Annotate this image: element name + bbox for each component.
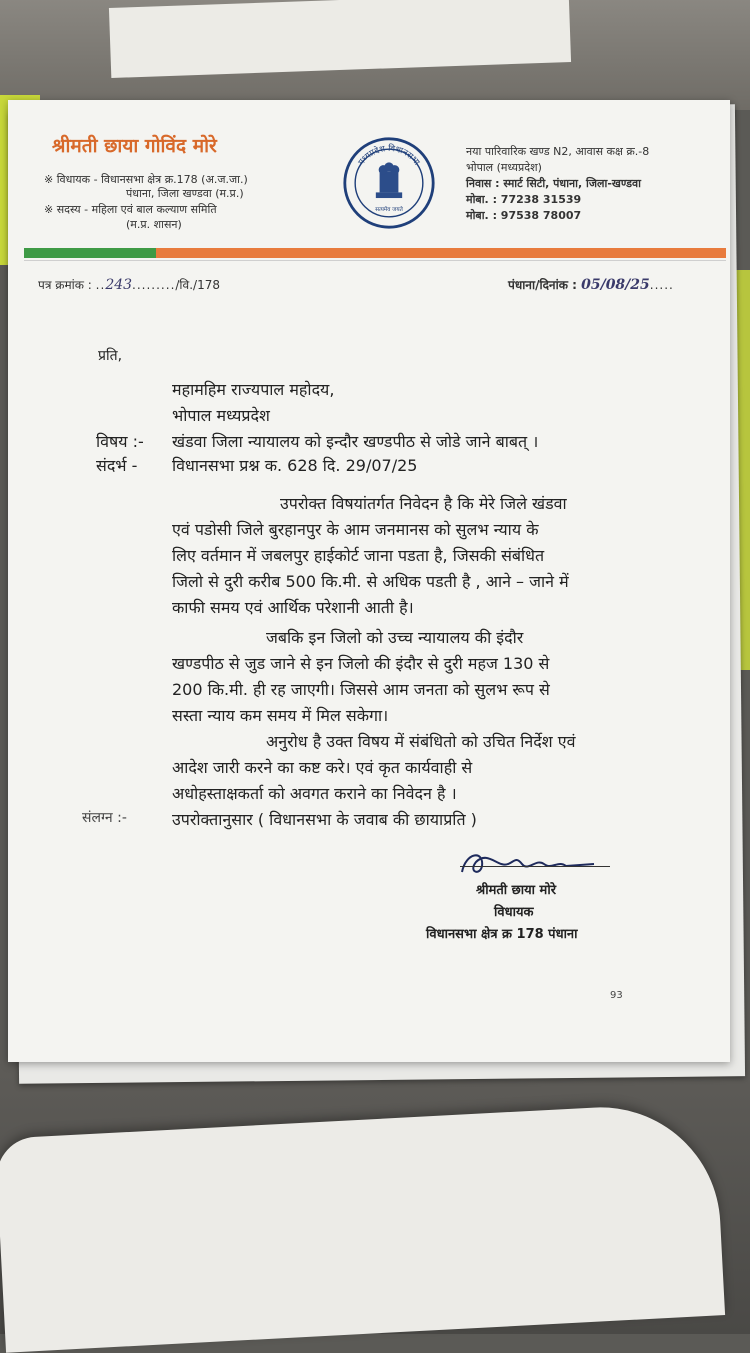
- signatory-constituency: विधानसभा क्षेत्र क्र 178 पंधाना: [426, 927, 578, 942]
- reference-number: पत्र क्रमांक : ..243........./वि./178: [38, 277, 220, 293]
- reference-label: पत्र क्रमांक :: [38, 278, 92, 292]
- signatory-title: विधायक: [494, 905, 534, 920]
- subject-text: खंडवा जिला न्यायालय को इन्दौर खण्डपीठ से जोडे जाने बाबत् ।: [172, 432, 539, 451]
- letterhead-right-line-5: मोबा. : 97538 78007: [466, 209, 582, 222]
- addressee-line-1: महामहिम राज्यपाल महोदय,: [172, 380, 335, 399]
- signature-scribble-icon: [454, 842, 604, 882]
- signatory-name: श्रीमती छाया मोरे: [476, 883, 557, 898]
- reference-label-body: संदर्भ -: [96, 456, 138, 475]
- para1-line-4: जिलो से दुरी करीब 500 कि.मी. से अधिक पडती है , आने – जाने में: [172, 572, 569, 591]
- letterhead-band-green: [24, 248, 156, 258]
- letterhead-right-line-2: भोपाल (मध्यप्रदेश): [466, 161, 542, 174]
- emblem-motto: सत्यमेव जयते: [375, 207, 403, 214]
- assembly-emblem-icon: [342, 136, 436, 230]
- para3-line-2: आदेश जारी करने का कष्ट करे। एवं कृत कार्यवाही से: [172, 758, 473, 777]
- subject-label: विषय :-: [96, 432, 144, 451]
- enclosure-label: संलग्न :-: [82, 810, 127, 826]
- addressee-line-2: भोपाल मध्यप्रदेश: [172, 406, 270, 425]
- emblem-top-text: मध्यप्रदेश विधानसभा: [355, 142, 423, 167]
- page-number: 93: [610, 990, 623, 1001]
- para3-line-1: अनुरोध है उक्त विषय में संबंधितो को उचित निर्देश एवं: [266, 732, 576, 751]
- para1-line-3: लिए वर्तमान में जबलपुर हाईकोर्ट जाना पडता है, जिसकी संबंधित: [172, 546, 545, 565]
- signature-underline: [460, 866, 610, 867]
- date-label: पंधाना/दिनांक :: [508, 278, 577, 292]
- para1-line-1: उपरोक्त विषयांतर्गत निवेदन है कि मेरे जिले खंडवा: [280, 494, 567, 513]
- letterhead-right-line-4: मोबा. : 77238 31539: [466, 193, 582, 206]
- para2-line-3: 200 कि.मी. ही रह जाएगी। जिससे आम जनता को सुलभ रूप से: [172, 680, 550, 699]
- reference-suffix: /वि./178: [175, 278, 220, 292]
- reference-date: पंधाना/दिनांक : 05/08/25.....: [508, 277, 674, 293]
- letterhead-name: श्रीमती छाया गोविंद मोरे: [52, 135, 217, 157]
- letterhead-left-line-2: पंधाना, जिला खण्डवा (म.प्र.): [126, 187, 244, 200]
- reference-text: विधानसभा प्रश्न क. 628 दि. 29/07/25: [172, 456, 418, 475]
- salutation: प्रति,: [98, 348, 123, 364]
- letterhead-right-line-3: निवास : स्मार्ट सिटी, पंधाना, जिला-खण्डवा: [466, 177, 641, 190]
- para1-line-2: एवं पडोसी जिले बुरहानपुर के आम जनमानस को सुलभ न्याय के: [172, 520, 539, 539]
- letterhead-left-line-1: ※ विधायक - विधानसभा क्षेत्र क्र.178 (अ.ज.जा.): [44, 173, 248, 186]
- para2-line-2: खण्डपीठ से जुड जाने से इन जिलो की इंदौर से दुरी महज 130 से: [172, 654, 550, 673]
- letterhead-right-line-1: नया पारिवारिक खण्ड N2, आवास कक्ष क्र.-8: [466, 145, 650, 158]
- reference-number-handwritten: 243: [105, 277, 133, 293]
- letterhead-divider: [24, 260, 726, 261]
- para2-line-1: जबकि इन जिलो को उच्च न्यायालय की इंदौर: [266, 628, 524, 647]
- background-cloth: [0, 1101, 725, 1352]
- para3-line-3: अधोहस्ताक्षकर्ता को अवगत कराने का निवेदन है ।: [172, 784, 457, 803]
- letterhead-left-line-4: (म.प्र. शासन): [126, 218, 182, 231]
- para2-line-4: सस्ता न्याय कम समय में मिल सकेगा।: [172, 706, 389, 725]
- enclosure-text: उपरोक्तानुसार ( विधानसभा के जवाब की छायाप्रति ): [172, 810, 477, 829]
- date-handwritten: 05/08/25: [581, 277, 650, 293]
- letterhead-left-line-3: ※ सदस्य - महिला एवं बाल कल्याण समिति: [44, 203, 217, 216]
- para1-line-5: काफी समय एवं आर्थिक परेशानी आती है।: [172, 598, 414, 617]
- letter-sheet: [8, 100, 730, 1062]
